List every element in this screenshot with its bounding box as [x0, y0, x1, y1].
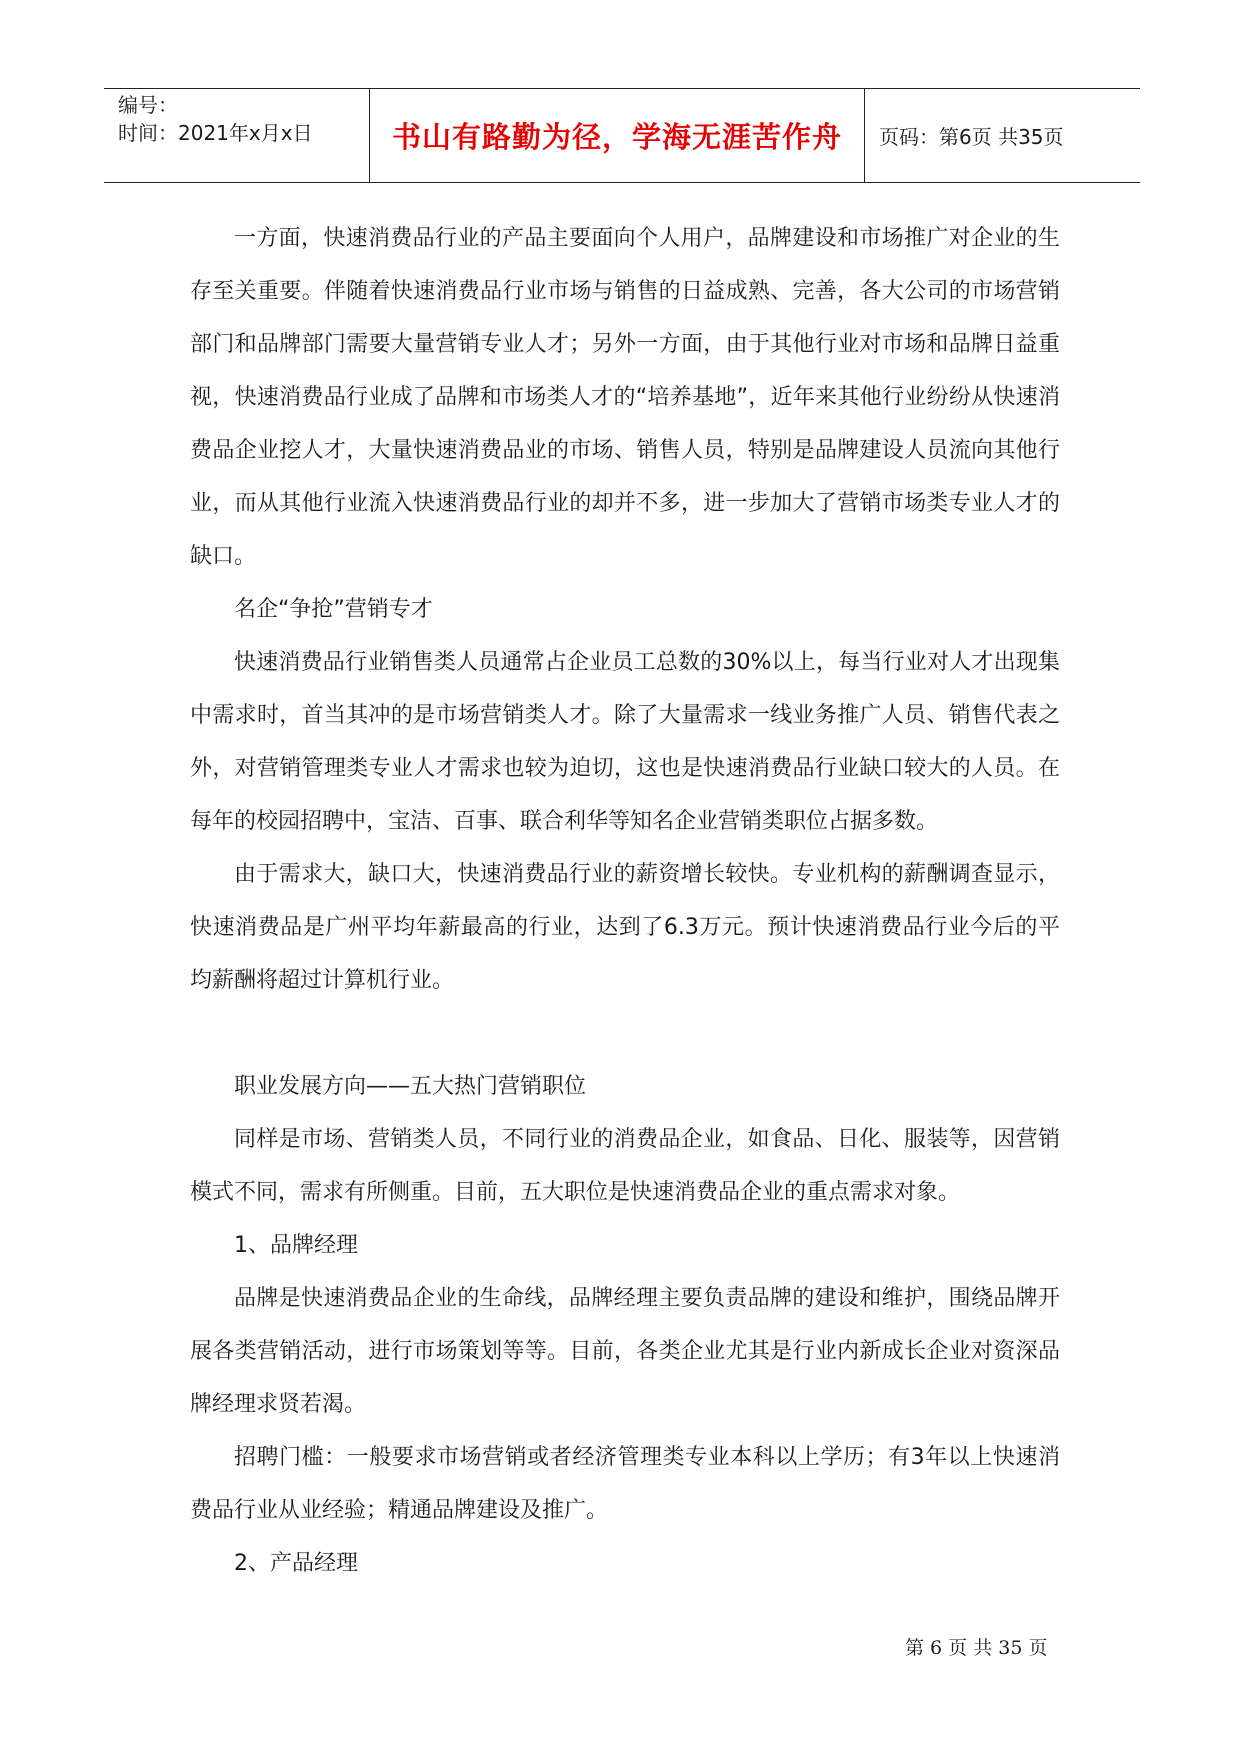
document-body — [190, 212, 1060, 1590]
paragraph: 由于需求大，缺口大，快速消费品行业的薪资增长较快。专业机构的薪酬调查显示，快速消费品是广州平均年薪最高的行业，达到了6.3万元。预计快速消费品行业今后的平均薪酬将超过计算机行业。 — [190, 862, 1060, 993]
paragraph: 招聘门槛：一般要求市场营销或者经济管理类专业本科以上学历；有3年以上快速消费品行业从业经验；精通品牌建设及推广。 — [190, 1445, 1060, 1523]
section-heading: 职业发展方向——五大热门营销职位 — [234, 1074, 587, 1099]
header-meta — [104, 89, 370, 182]
document-number-label: 编号： — [118, 93, 178, 117]
document-time-label: 时间：2021年x月x日 — [118, 121, 313, 145]
section-heading: 名企“争抢”营销专才 — [234, 597, 433, 622]
list-heading: 1、品牌经理 — [234, 1233, 358, 1258]
header-motto: 书山有路勤为径，学海无涯苦作舟 — [370, 89, 865, 182]
page-header — [104, 88, 1140, 183]
header-page-label: 页码：第6页 共35页 — [879, 125, 1064, 149]
paragraph: 品牌是快速消费品企业的生命线，品牌经理主要负责品牌的建设和维护，围绕品牌开展各类营销活动，进行市场策划等等。目前，各类企业尤其是行业内新成长企业对资深品牌经理求贤若渴。 — [190, 1286, 1060, 1417]
paragraph: 同样是市场、营销类人员，不同行业的消费品企业，如食品、日化、服装等，因营销模式不同，需求有所侧重。目前，五大职位是快速消费品企业的重点需求对象。 — [190, 1127, 1060, 1205]
paragraph: 一方面，快速消费品行业的产品主要面向个人用户，品牌建设和市场推广对企业的生存至关重要。伴随着快速消费品行业市场与销售的日益成熟、完善，各大公司的市场营销部门和品牌部门需要大量营销专业人才；另外一方面，由于其他行业对市场和品牌日益重视，快速消费品行业成了品牌和市场类人才的“培养基地”，近年来其他行业纷纷从快速消费品企业挖人才，大量快速消费品业的市场、销售人员，特别是品牌建设人员流向其他行业，而从其他行业流入快速消费品行业的却并不多，进一步加大了营销市场类专业人才的缺口。 — [190, 226, 1060, 569]
list-heading: 2、产品经理 — [234, 1551, 358, 1576]
paragraph: 快速消费品行业销售类人员通常占企业员工总数的30%以上，每当行业对人才出现集中需求时，首当其冲的是市场营销类人才。除了大量需求一线业务推广人员、销售代表之外，对营销管理类专业人才需求也较为迫切，这也是快速消费品行业缺口较大的人员。在每年的校园招聘中，宝洁、百事、联合利华等知名企业营销类职位占据多数。 — [190, 650, 1060, 834]
page-footer: 第 6 页 共 35 页 — [905, 1637, 1048, 1659]
